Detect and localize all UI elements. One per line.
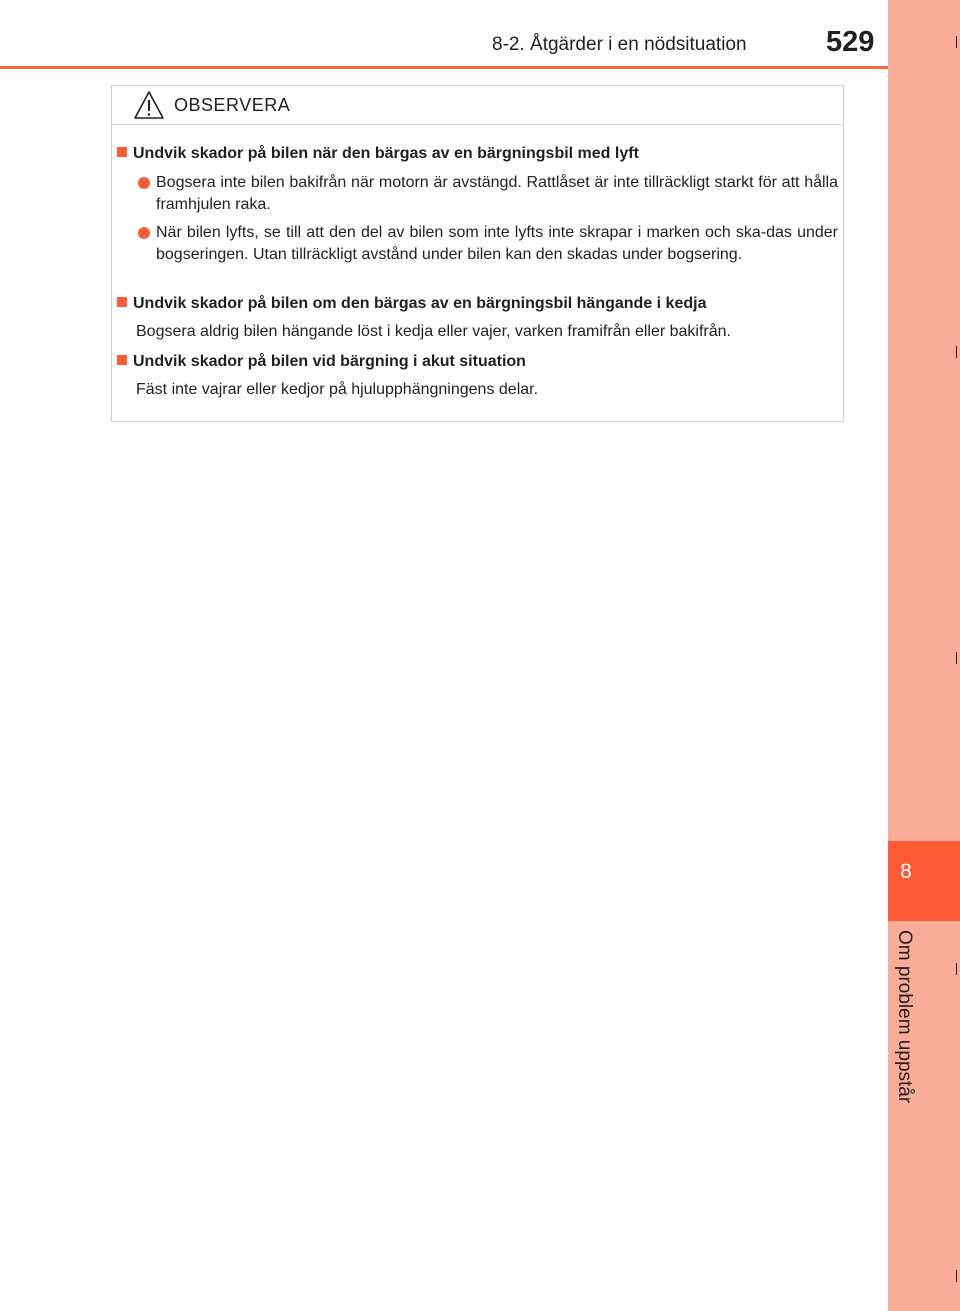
square-bullet-icon — [117, 147, 127, 157]
bullet-item: Bogsera inte bilen bakifrån när motorn är avstängd. Rattlåset är inte tillräckligt starkt för att hålla framhjulen raka. — [138, 172, 838, 216]
section-text: Fäst inte vajrar eller kedjor på hjulupphängningens delar. — [136, 381, 539, 398]
warning-triangle-icon — [133, 90, 165, 120]
caution-box — [111, 85, 844, 422]
page-number: 529 — [826, 26, 875, 58]
section-heading: Undvik skador på bilen vid bärgning i akut situation — [117, 353, 526, 371]
crop-mark — [956, 36, 957, 48]
square-bullet-icon — [117, 297, 127, 307]
bullet-dot-icon — [138, 227, 150, 239]
crop-mark — [956, 1270, 957, 1282]
crop-mark — [956, 963, 957, 975]
section-text: Bogsera aldrig bilen hängande löst i kedja eller vajer, varken framifrån eller bakifrån. — [136, 323, 731, 340]
crop-mark — [956, 652, 957, 664]
section-heading: Undvik skador på bilen om den bärgas av en bärgningsbil hängande i kedja — [117, 295, 706, 313]
caution-header — [112, 86, 843, 125]
square-bullet-icon — [117, 355, 127, 365]
header-rule — [0, 66, 888, 69]
side-band — [888, 0, 960, 1311]
bullet-item: När bilen lyfts, se till att den del av bilen som inte lyfts inte skrapar i marken och ska-das under bogseringen. Utan tillräckligt avstånd under bilen kan den skadas under bogsering. — [138, 222, 838, 266]
chapter-number: 8 — [900, 860, 912, 883]
crop-mark — [956, 346, 957, 358]
caution-title: OBSERVERA — [174, 95, 291, 115]
bullet-dot-icon — [138, 177, 150, 189]
chapter-title: Om problem uppstår — [894, 930, 915, 1104]
section-title: 8-2. Åtgärder i en nödsituation — [492, 34, 747, 55]
section-heading: Undvik skador på bilen när den bärgas av en bärgningsbil med lyft — [117, 145, 639, 163]
